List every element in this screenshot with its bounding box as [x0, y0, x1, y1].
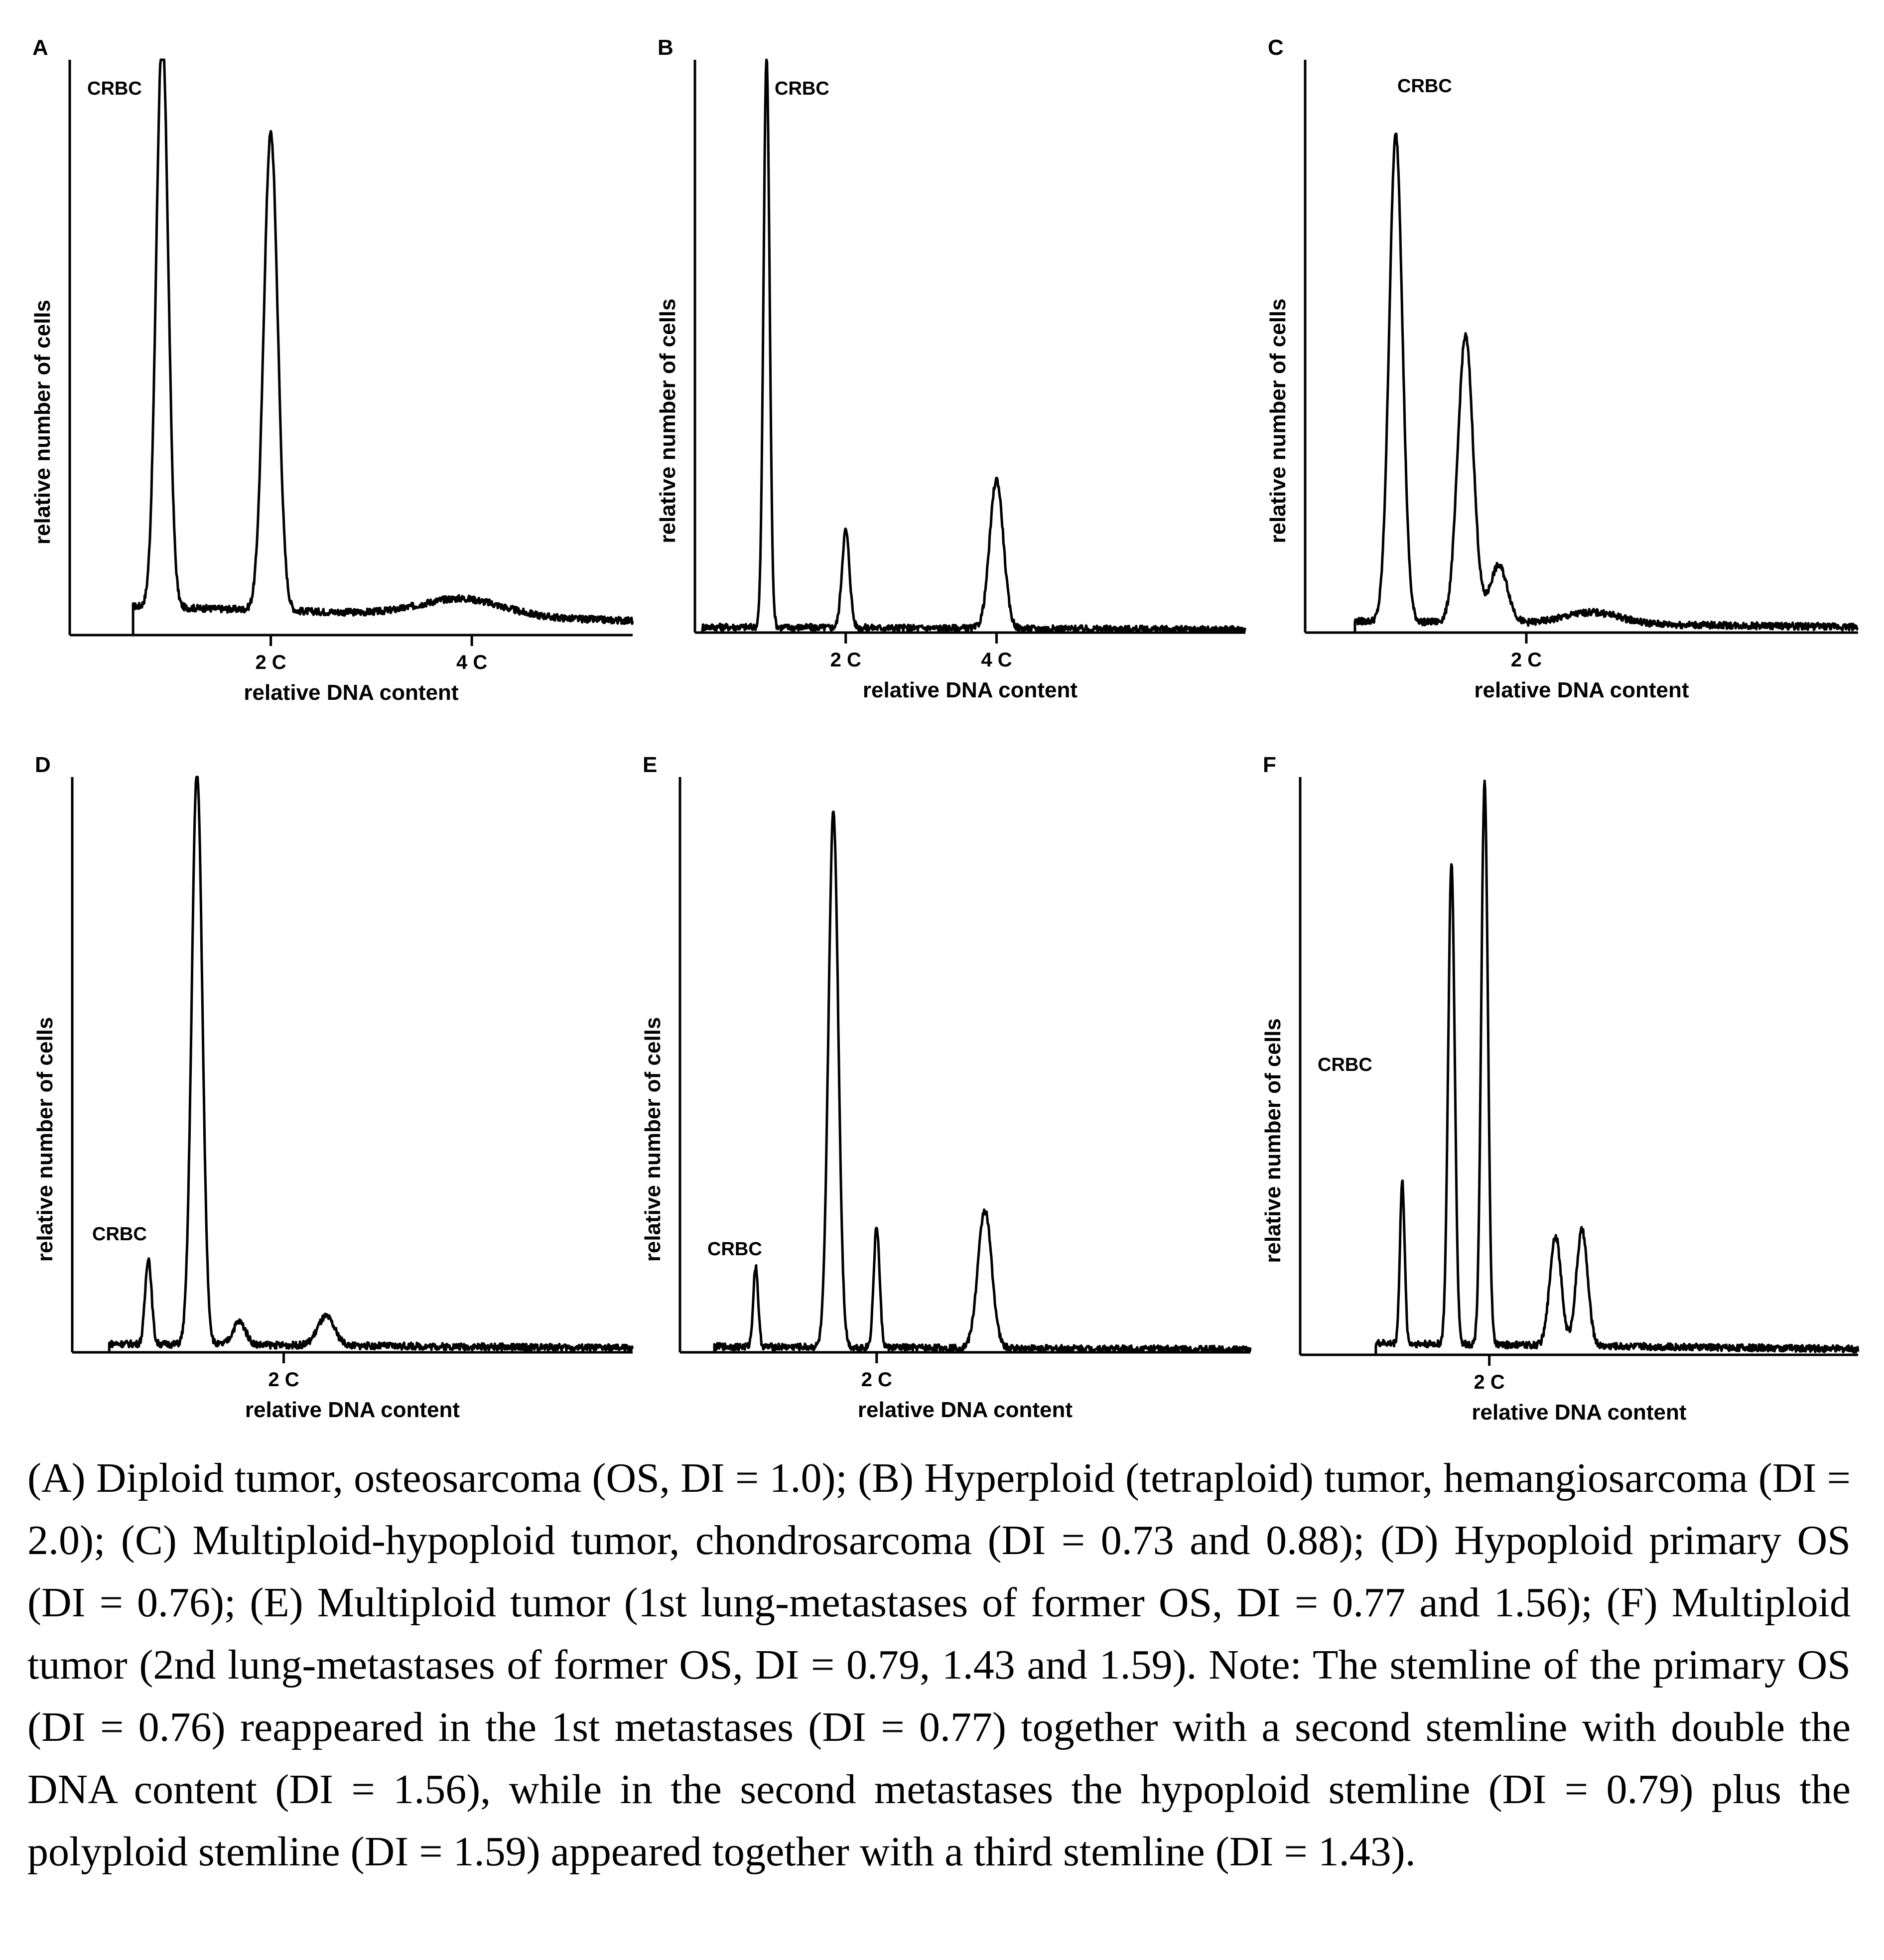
histogram-panel-d: [33, 753, 633, 1422]
histogram-panel-a: [30, 35, 633, 705]
histogram-panel-c: [1266, 35, 1858, 702]
peak-label-crbc: CRBC: [707, 1239, 762, 1260]
histogram-trace: [1355, 134, 1858, 633]
panel-letter: E: [643, 753, 658, 777]
x-tick-label: 4 C: [456, 652, 488, 673]
x-axis-title: relative DNA content: [245, 1398, 460, 1422]
panel-letter: F: [1263, 753, 1276, 777]
histogram-panel-f: [1261, 753, 1858, 1425]
histogram-trace: [1376, 781, 1858, 1355]
x-tick-label: 2 C: [255, 652, 286, 673]
histogram-panel-b: [656, 35, 1245, 702]
x-axis-title: relative DNA content: [1474, 678, 1689, 702]
panel-letter: A: [32, 35, 48, 60]
x-axis-title: relative DNA content: [862, 678, 1078, 702]
histogram-trace: [702, 60, 1245, 633]
y-axis-title: relative number of cells: [33, 1017, 57, 1262]
x-axis-title: relative DNA content: [1472, 1400, 1687, 1425]
histogram-trace: [714, 812, 1250, 1352]
y-axis-title: relative number of cells: [641, 1017, 665, 1262]
y-axis-title: relative number of cells: [30, 299, 55, 545]
y-axis-title: relative number of cells: [656, 298, 680, 543]
x-tick-label: 2 C: [268, 1369, 299, 1391]
peak-label-crbc: CRBC: [1397, 76, 1452, 97]
figure-caption: (A) Diploid tumor, osteosarcoma (OS, DI = 1.0); (B) Hyperploid (tetraploid) tumor, hemangiosarcoma (DI = 2.0); (C) Multiploid-hypoploid tumor, chondrosarcoma (DI = 0.73 and 0.88); (D) Hypoploid primary OS (DI = 0.76); (E) Multiploid tumor (1st lung-metastases of former OS, DI = 0.77 and 1.56); (F) Multiploid tumor (2nd lung-metastases of former OS, DI = 0.79, 1.43 and 1.59). Note: The stemline of the primary OS (DI = 0.76) reappeared in the 1st metastases (DI = 0.77) together with a second stemline with double the DNA content (DI = 1.56), while in the second metastases the hypoploid stemline (DI = 0.79) plus the polyploid stemline (DI = 1.59) appeared together with a third stemline (DI = 1.43).: [27, 1455, 1851, 1875]
peak-label-crbc: CRBC: [1318, 1054, 1372, 1075]
peak-label-crbc: CRBC: [87, 78, 142, 99]
histogram-trace: [133, 60, 633, 635]
panel-letter: D: [35, 753, 51, 777]
y-axis-title: relative number of cells: [1266, 298, 1290, 543]
x-axis-title: relative DNA content: [857, 1398, 1073, 1422]
x-tick-label: 4 C: [981, 649, 1012, 671]
peak-label-crbc: CRBC: [92, 1224, 147, 1245]
peak-label-crbc: CRBC: [775, 78, 829, 99]
x-tick-label: 2 C: [861, 1369, 892, 1391]
panel-letter: C: [1268, 35, 1284, 60]
y-axis-title: relative number of cells: [1261, 1018, 1285, 1263]
x-tick-label: 2 C: [830, 649, 861, 671]
histogram-panel-e: [641, 753, 1250, 1422]
x-tick-label: 2 C: [1474, 1371, 1505, 1393]
x-axis-title: relative DNA content: [244, 680, 459, 705]
panel-letter: B: [658, 35, 673, 60]
x-tick-label: 2 C: [1510, 649, 1542, 671]
histogram-trace: [109, 777, 633, 1352]
